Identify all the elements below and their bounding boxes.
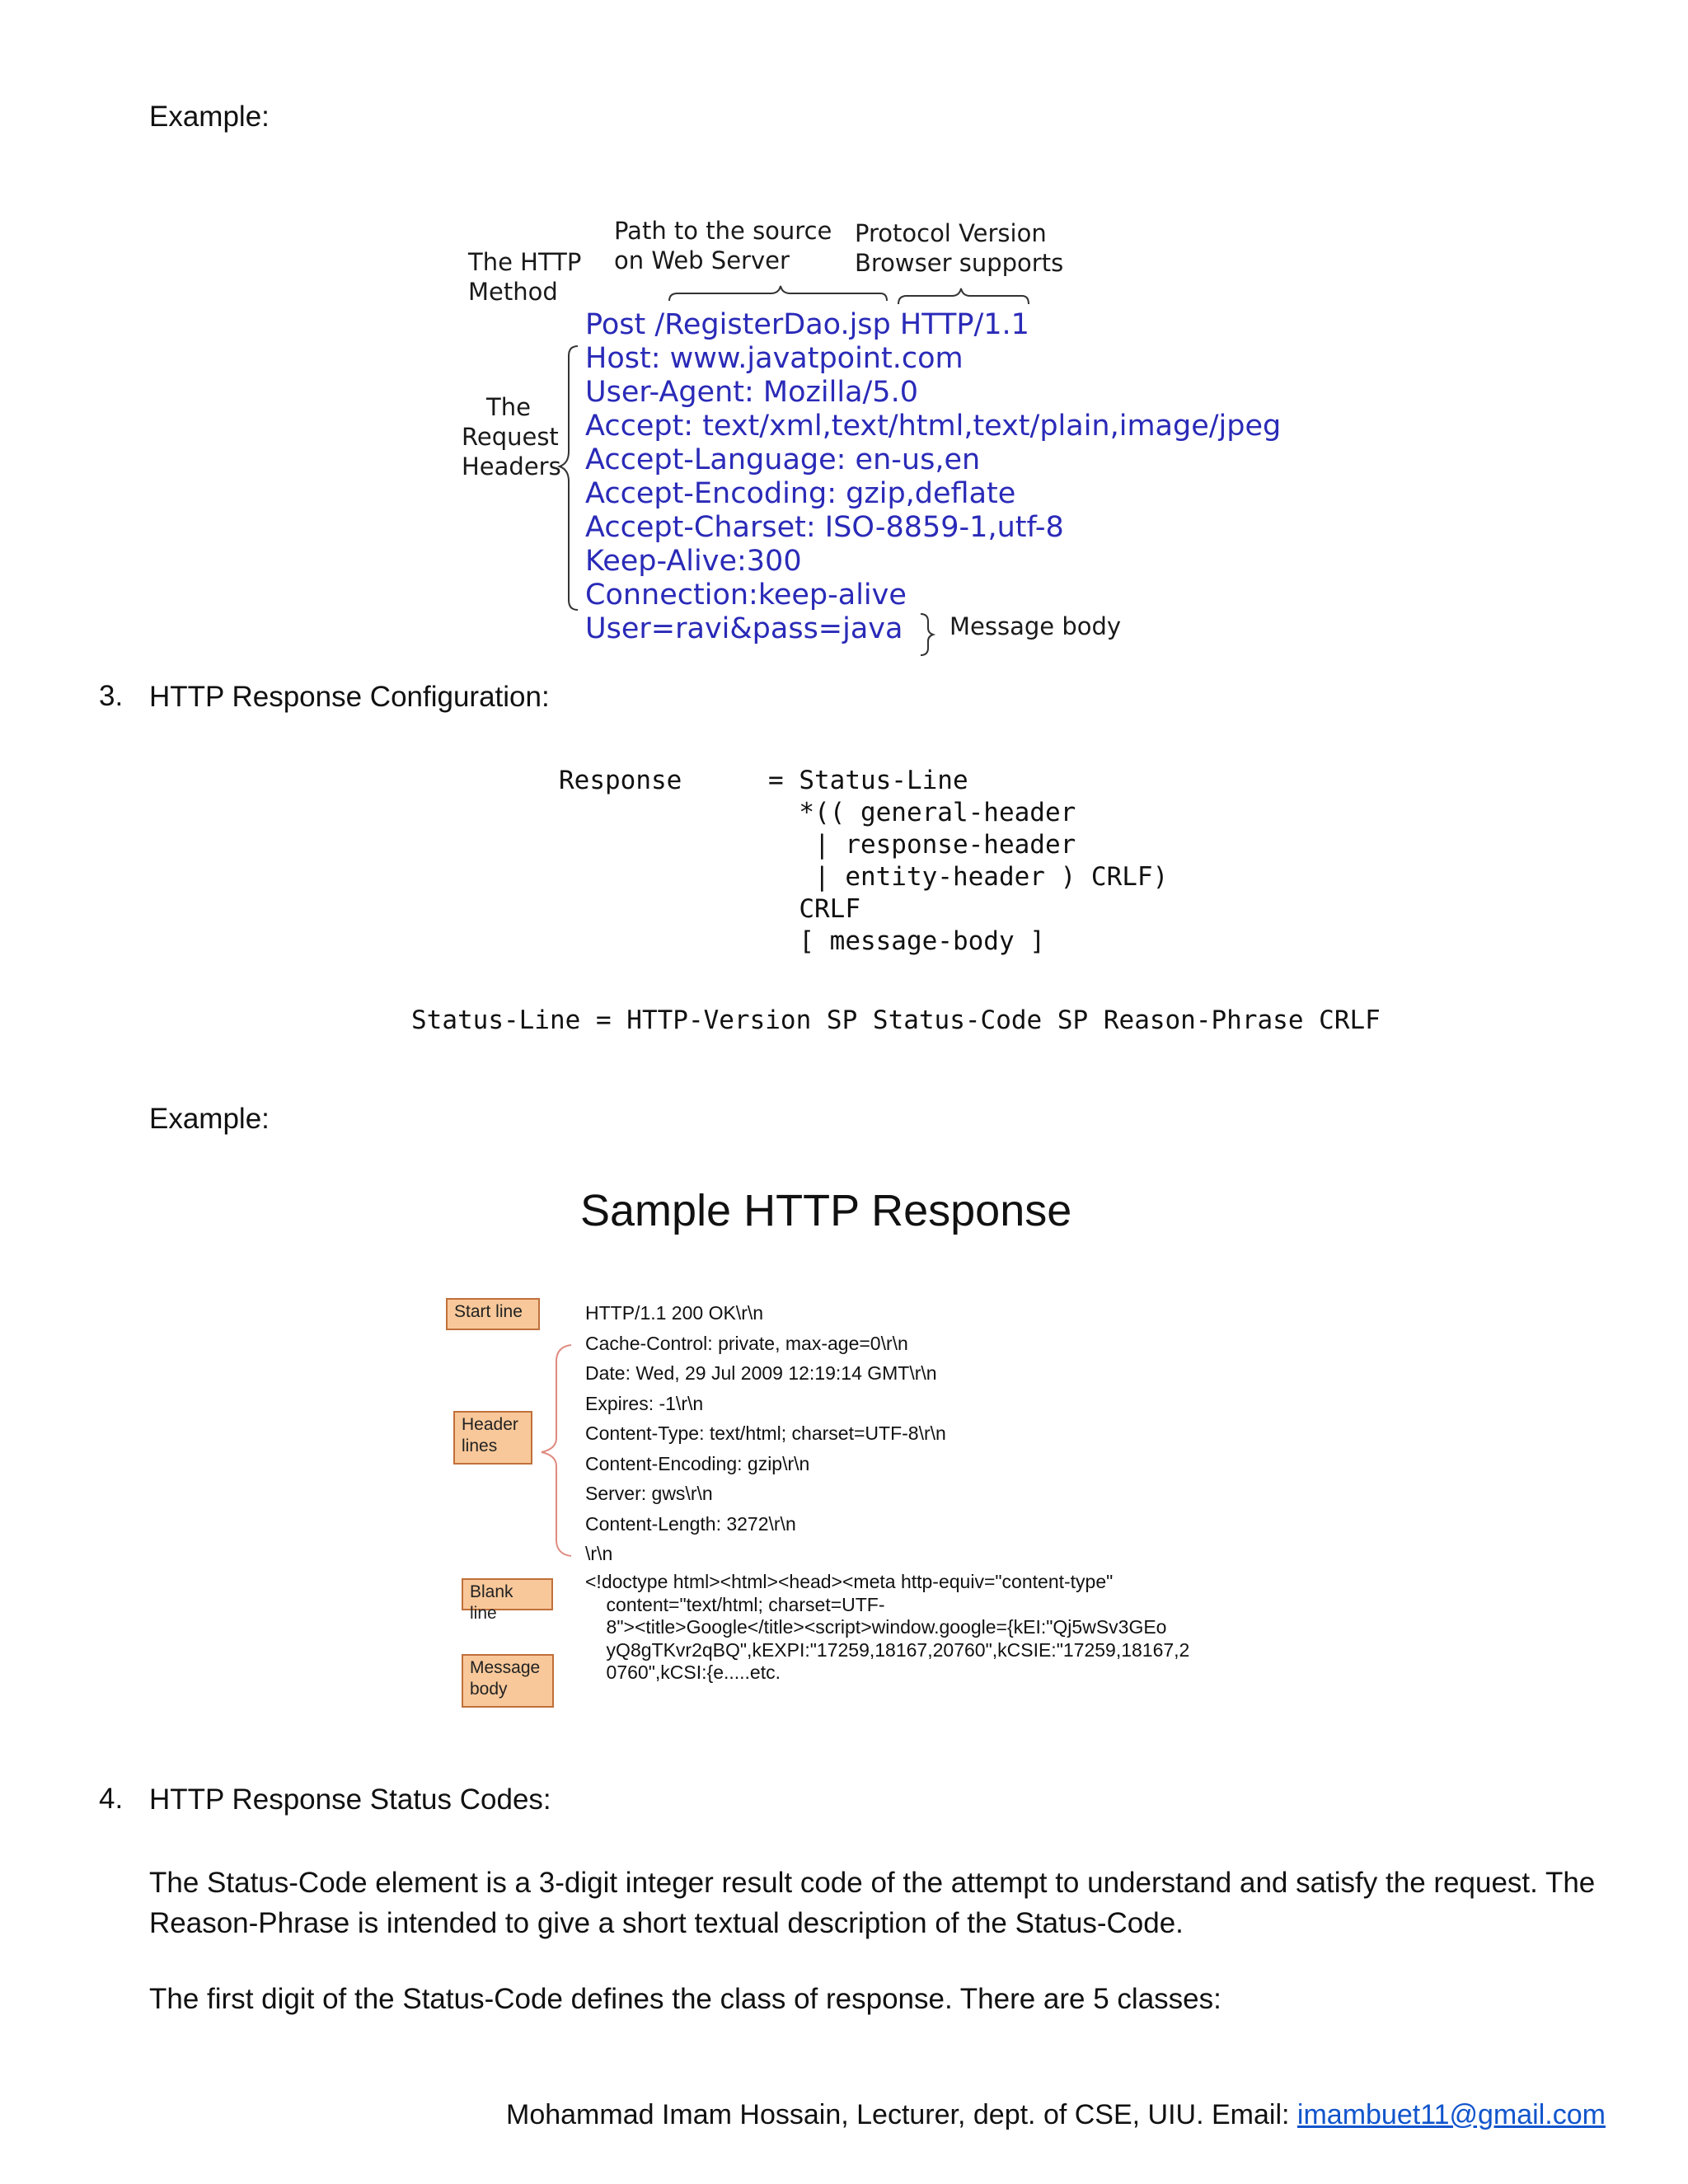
example-label: Example:	[149, 101, 270, 133]
body-line: 8"><title>Google</title><script>window.google={kEI:"Qj5wSv3GEo	[585, 1616, 1167, 1638]
body-line: content="text/html; charset=UTF-	[585, 1593, 885, 1615]
response-header-line: Content-Length: 3272\r\n	[585, 1512, 796, 1535]
annotation-message-body: Message body	[950, 612, 1122, 640]
label-start-line: Start line	[446, 1298, 540, 1330]
response-header-line: Server: gws\r\n	[585, 1483, 713, 1504]
response-header-line: Content-Type: text/html; charset=UTF-8\r\n	[585, 1422, 946, 1444]
grammar-line: = Status-Line	[768, 766, 968, 795]
grammar-line: [ message-body ]	[768, 926, 1045, 956]
body-line: yQ8gTKvr2qBQ",kEXPI:"17259,18167,20760",kCSIE:"17259,18167,2	[585, 1638, 1190, 1661]
example-label: Example:	[149, 1103, 270, 1135]
section-heading: HTTP Response Configuration:	[149, 681, 550, 713]
response-header-line: Expires: -1\r\n	[585, 1392, 704, 1414]
response-message-body	[585, 1571, 1189, 1685]
grammar-lhs: Response	[559, 766, 682, 795]
footer-text: Mohammad Imam Hossain, Lecturer, dept. of CSE, UIU. Email:	[506, 2099, 1297, 2130]
request-header-line: Keep-Alive:300	[585, 545, 802, 578]
response-header-line: Content-Encoding: gzip\r\n	[585, 1452, 810, 1474]
section-heading: HTTP Response Status Codes:	[149, 1783, 551, 1816]
request-message-body: User=ravi&pass=java	[585, 612, 903, 645]
grammar-line: *(( general-header	[768, 798, 1076, 827]
body-line: <!doctype html><html><head><meta http-equiv="content-type"	[585, 1571, 1114, 1592]
response-blank-line: \r\n	[585, 1543, 613, 1564]
annotation-path: Path to the source on Web Server	[614, 217, 832, 274]
request-header-line: Accept-Encoding: gzip,deflate	[585, 477, 1016, 510]
classes-paragraph: The first digit of the Status-Code defines the class of response. There are 5 classes:	[149, 1983, 1221, 2015]
request-header-line: User-Agent: Mozilla/5.0	[585, 376, 918, 409]
response-header-line: Date: Wed, 29 Jul 2009 12:19:14 GMT\r\n	[585, 1362, 937, 1384]
request-line: Post /RegisterDao.jsp HTTP/1.1	[585, 308, 1029, 341]
footer-email-link[interactable]: imambuet11@gmail.com	[1296, 2099, 1606, 2130]
request-header-line: Accept-Language: en-us,en	[585, 443, 981, 476]
sample-title: Sample HTTP Response	[580, 1186, 1072, 1235]
status-code-paragraph: The Status-Code element is a 3-digit integer result code of the attempt to understand and satisfy the request. The Reason-Phrase is intended to give a short textual description of the Status-Code.	[149, 1867, 1596, 1939]
label-header-lines: Header lines	[453, 1411, 532, 1465]
request-header-line: Accept: text/xml,text/html,text/plain,image/jpeg	[585, 410, 1282, 443]
response-start-line: HTTP/1.1 200 OK\r\n	[585, 1302, 764, 1324]
request-header-line: Accept-Charset: ISO-8859-1,utf-8	[585, 511, 1064, 544]
label-blank-line: Blank line	[462, 1578, 553, 1610]
page-footer	[506, 2099, 1606, 2131]
section-number: 4.	[99, 1783, 124, 1815]
response-header-line: Cache-Control: private, max-age=0\r\n	[585, 1332, 908, 1354]
request-header-line: Connection:keep-alive	[585, 579, 907, 612]
grammar-line: | response-header	[768, 830, 1076, 860]
section-number: 3.	[99, 680, 124, 712]
grammar-line: CRLF	[768, 894, 860, 924]
status-line-definition: Status-Line = HTTP-Version SP Status-Code SP Reason-Phrase CRLF	[411, 1005, 1381, 1035]
request-header-line: Host: www.javatpoint.com	[585, 342, 964, 375]
annotation-http-method: The HTTP Method	[468, 248, 582, 306]
body-line: 0760",kCSI:{e.....etc.	[585, 1661, 781, 1683]
annotation-protocol-version: Protocol Version Browser supports	[855, 219, 1064, 277]
response-lines	[585, 1298, 946, 1569]
label-message-body: Message body	[462, 1654, 554, 1708]
grammar-line: | entity-header ) CRLF)	[768, 862, 1169, 892]
annotation-request-headers: The Request Headers	[462, 393, 561, 480]
